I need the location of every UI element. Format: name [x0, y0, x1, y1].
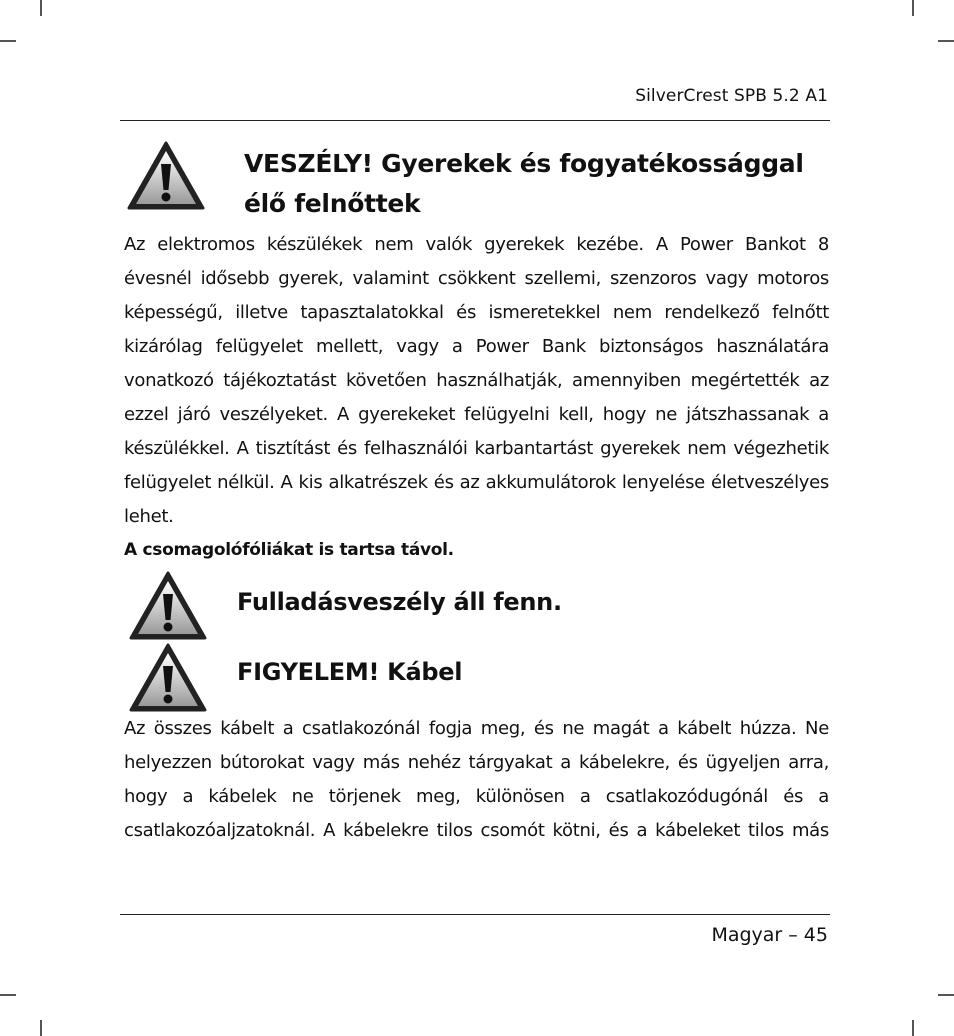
- paragraph-line: ezzel járó veszélyeket. A gyerekeket felügyelni kell, hogy ne játszhassanak a: [124, 404, 829, 425]
- paragraph-line: hogy a kábelek ne törjenek meg, különösen a csatlakozódugónál és a: [124, 786, 829, 807]
- warning-triangle-icon: [128, 570, 208, 642]
- danger-paragraph: [124, 228, 829, 534]
- header-product-name: SilverCrest SPB 5.2 A1: [635, 86, 828, 106]
- header-rule: [120, 120, 830, 121]
- footer-page-label: Magyar – 45: [711, 924, 828, 946]
- paragraph-line: csatlakozóaljzatoknál. A kábelekre tilos csomót kötni, és a kábeleket tilos más: [124, 820, 829, 841]
- paragraph-line: Az összes kábelt a csatlakozónál fogja meg, és ne magát a kábelt húzza. Ne: [124, 718, 829, 739]
- paragraph-line: lehet.: [124, 506, 174, 527]
- packaging-note: A csomagolófóliákat is tartsa távol.: [124, 540, 454, 560]
- danger-title-line-1: VESZÉLY! Gyerekek és fogyatékossággal: [244, 149, 804, 178]
- warning-triangle-icon: [126, 140, 206, 212]
- crop-mark: [0, 40, 16, 42]
- crop-mark: [938, 40, 954, 42]
- crop-mark: [40, 0, 42, 16]
- cable-paragraph: [124, 712, 829, 848]
- crop-mark: [912, 0, 914, 16]
- cable-title: FIGYELEM! Kábel: [237, 658, 463, 686]
- paragraph-line: képességű, illetve tapasztalatokkal és ismeretekkel nem rendelkező felnőtt: [124, 302, 829, 323]
- crop-mark: [0, 994, 16, 996]
- paragraph-line: helyezzen bútorokat vagy más nehéz tárgyakat a kábelekre, és ügyeljen arra,: [124, 752, 829, 773]
- footer-rule: [120, 914, 830, 915]
- warning-triangle-icon: [128, 642, 208, 714]
- paragraph-line: készülékkel. A tisztítást és felhasználói karbantartást gyerekek nem végezhetik: [124, 438, 829, 459]
- paragraph-line: kizárólag felügyelet mellett, vagy a Power Bank biztonságos használatára: [124, 336, 829, 357]
- paragraph-line: vonatkozó tájékoztatást követően használhatják, amennyiben megértették az: [124, 370, 829, 391]
- paragraph-line: Az elektromos készülékek nem valók gyerekek kezébe. A Power Bankot 8: [124, 234, 829, 255]
- crop-mark: [938, 994, 954, 996]
- crop-mark: [40, 1020, 42, 1036]
- suffocation-title: Fulladásveszély áll fenn.: [237, 588, 562, 616]
- danger-title-line-2: élő felnőttek: [244, 189, 421, 218]
- danger-section-title: [244, 144, 824, 224]
- crop-mark: [912, 1020, 914, 1036]
- paragraph-line: évesnél idősebb gyerek, valamint csökkent szellemi, szenzoros vagy motoros: [124, 268, 829, 289]
- paragraph-line: felügyelet nélkül. A kis alkatrészek és az akkumulátorok lenyelése életveszélyes: [124, 472, 829, 493]
